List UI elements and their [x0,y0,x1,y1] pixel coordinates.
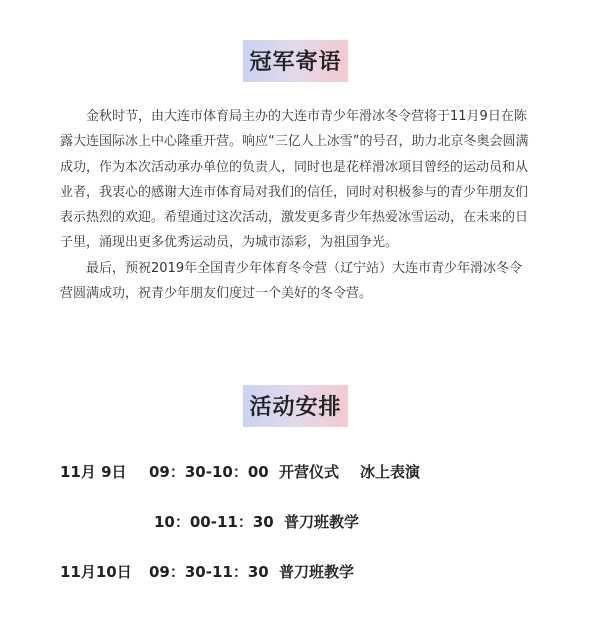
schedule-row [154,511,359,532]
schedule-activity: 冰上表演 [360,463,421,481]
schedule-time: 10：00-11：30 [154,513,274,531]
schedule-row [60,461,420,482]
champion-message-title [0,40,591,82]
champion-message-heading: 冠军寄语 [243,40,347,82]
schedule-date: 11月10日 [60,563,132,581]
schedule-heading: 活动安排 [243,385,347,427]
schedule-activity: 开营仪式 [279,463,340,481]
intro-paragraph-2: 最后，预祝2019年全国青少年体育冬令营（辽宁站）大连市青少年滑冰冬令营圆满成功，祝青少年朋友们度过一个美好的冬令营。 [60,260,523,302]
intro-paragraph-1: 金秋时节，由大连市体育局主办的大连市青少年滑冰冬令营将于11月9日在陈露大连国际冰上中心隆重开营。响应“三亿人上冰雪”的号召，助力北京冬奥会圆满成功，作为本次活动承办单位的负责人，同时也是花样滑冰项目曾经的运动员和从业者，我衷心的感谢大连市体育局对我们的信任，同时对积极参与的青少年朋友们表示热烈的欢迎。希望通过这次活动，激发更多青少年热爱冰雪运动，在未来的日子里，涌现出更多优秀运动员，为城市添彩，为祖国争光。 [60,109,529,251]
schedule-title [0,385,591,427]
schedule-time: 09：30-11：30 [149,563,269,581]
schedule-time: 09：30-10：00 [149,463,269,481]
schedule-activity: 普刀班教学 [279,563,355,581]
champion-message-body [60,104,530,306]
schedule-date: 11月 9日 [60,463,127,481]
schedule-row [60,561,354,582]
schedule-activity: 普刀班教学 [284,513,360,531]
